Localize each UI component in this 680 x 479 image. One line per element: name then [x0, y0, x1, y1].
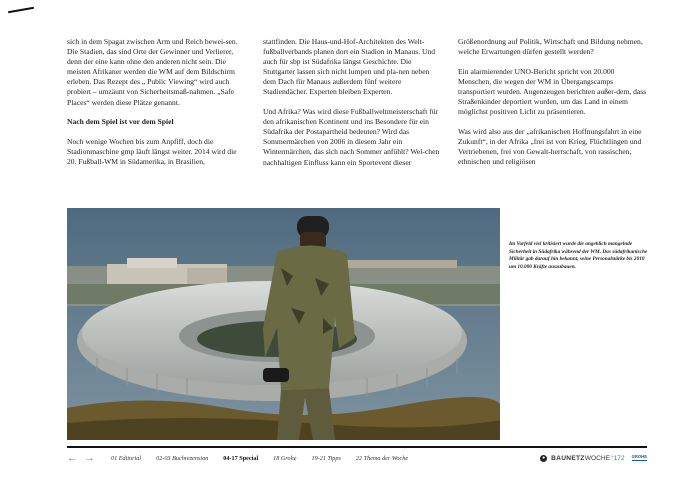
paragraph: Was wird also aus der „afrikanischen Hoffnungsfahrt in eine Zukunft“, in der Afrika „frei ist von Krieg, Flüchtlingen und Vertriebenen, frei von Gewalt-herrschaft, von rassischen, ethnischen und religiösen — [458, 126, 642, 166]
sponsor-logo[interactable]: GROHE — [632, 455, 647, 462]
paragraph: Größenordnung auf Politik, Wirtschaft und Bildung nehmen, welche Erwartungen dürfen gestellt werden? — [458, 37, 643, 57]
text-column-3 — [458, 37, 648, 177]
subheading: Nach dem Spiel ist vor dem Spiel — [67, 117, 174, 127]
text-column-2 — [263, 37, 441, 177]
nav-item-buchrezension[interactable]: 02-03 Buchrezension — [156, 454, 209, 462]
stadium-soldier-photo — [67, 208, 500, 440]
footer-navigation — [67, 451, 647, 465]
nav-item-thema-der-woche[interactable]: 22 Thema der Woche — [355, 454, 409, 462]
paragraph: Und Afrika? Was wird diese Fußballweltmeisterschaft für den afrikanischen Kontinent und ins Besondere für ein Südafrika der Postapartheid bedeuten? Wird das Sommermärchen von 2006 in diesem Jahr ein Wintermärchen, das sich nach Sommer anfühlt? Wel-chen nachhaltigen Einfluss kann ein Sportevent dieser — [263, 107, 440, 167]
arrow-right-icon[interactable]: → — [84, 452, 95, 464]
brand-dot-icon: ● — [542, 455, 546, 461]
brand-logo — [540, 455, 625, 462]
text-column-1 — [67, 37, 245, 177]
nav-item-grohe[interactable]: 18 Grohe — [273, 454, 297, 462]
nav-item-tipps[interactable]: 19-21 Tipps — [311, 454, 341, 462]
issue-number: °172 — [611, 454, 625, 462]
nav-item-special[interactable]: 04-17 Special — [223, 454, 259, 462]
photo-caption: Im Vorfeld viel kritisiert wurde die angeblich mangelnde Sicherheit in Südafrika während der WM. Das südafrikanische Militär gab darauf hin bekannt, seine Personalstärke bis 2010 um 10.000 Kräfte auszubauen. — [509, 241, 648, 270]
paragraph: Ein alarmierender UNO-Bericht spricht von 20.000 Menschen, die wegen der WM in Übergangscamps transportiert wurden. Augenzeugen berichten außer-dem, dass Straßenkinder deportiert wurden, um das Land in einem möglichst positiven Licht zu präsentieren. — [458, 66, 647, 117]
paragraph: sich in dem Spagat zwischen Arm und Reich bewei-sen. Die Stadien, das sind Orte der Gewinner und Verlierer, denn der eine kann ohne den anderen nicht sein. Die meisten Afrikaner werden die WM auf dem Bildschirm erleben. Das Rezept des „ Public Viewing“ wird auch probiert – umzäunt von Sicherheitsmaß-nahmen. „Safe Places“ werden diese Plätze genannt. — [67, 37, 238, 107]
arrow-left-icon[interactable]: ← — [67, 452, 78, 464]
paragraph: stattfinden. Die Haus-und-Hof-Architekten des Welt-fußballverbands planen dort ein Stadion in Manaus. Und auch für sbp ist Südafrika längst Geschichte. Die Stuttgarter lassen sich nicht lumpen und pla-nen neben dem Dach für Manaus außerdem fünf weitere Stadiendächer. Experten bleiben Experten. — [263, 37, 436, 97]
brand-name-bold: BAUNETZ — [551, 454, 585, 462]
corner-mark — [8, 7, 34, 13]
paragraph: Noch wenige Wochen bis zum Anpfiff, doch die Stadionmaschine gmp läuft längst weiter. 2014 wird die 20. Fußball-WM in Südamerika, in Brasilien, — [67, 136, 237, 166]
brand-name-light: WOCHE — [584, 454, 610, 462]
nav-item-editorial[interactable]: 01 Editorial — [111, 454, 142, 462]
footer-rule — [67, 446, 647, 448]
